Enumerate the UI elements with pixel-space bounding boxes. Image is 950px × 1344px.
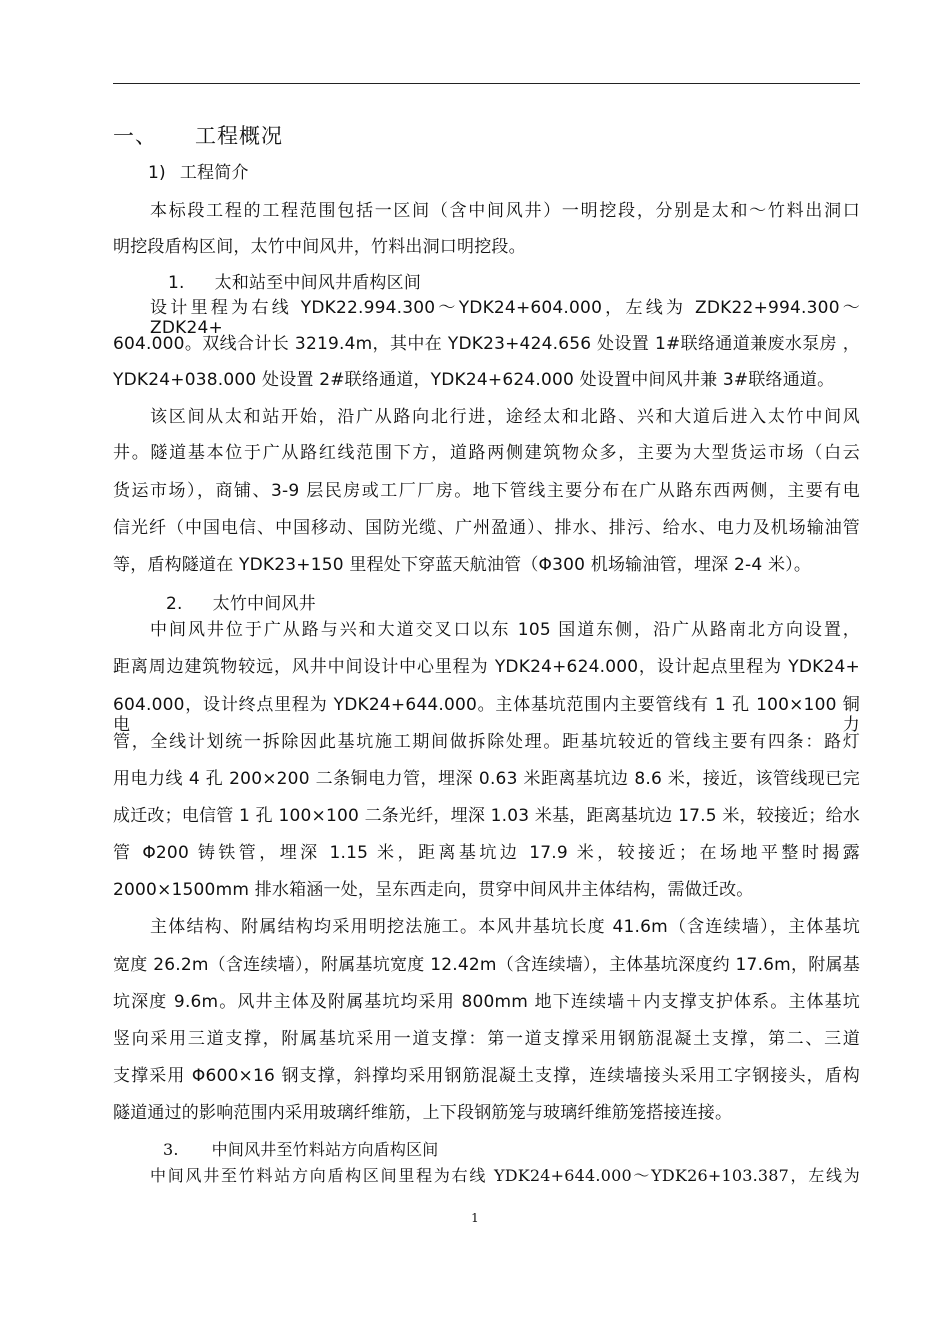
section2-p1-line-6: 成迁改；电信管 1 孔 100×100 二条光纤，埋深 1.03 米基，距离基坑边 17.5 米，较接近；给水 xyxy=(113,806,860,826)
section1-number: 1. xyxy=(168,273,185,293)
section1-p1-line-1: 设计里程为右线 YDK22.994.300～YDK24+604.000，左线为 ZDK22+994.300～ZDK24+ xyxy=(150,298,860,338)
section3-number: 3. xyxy=(163,1140,179,1159)
section2-p1-line-2: 距离周边建筑物较远，风井中间设计中心里程为 YDK24+624.000，设计起点里程为 YDK24+ xyxy=(113,657,860,677)
section2-title: 太竹中间风井 xyxy=(212,594,316,614)
section2-heading xyxy=(166,594,913,614)
section1-title: 太和站至中间风井盾构区间 xyxy=(214,273,422,293)
section1-p2-line-1: 该区间从太和站开始，沿广从路向北行进，途经太和北路、兴和大道后进入太竹中间风 xyxy=(150,407,860,427)
section1-p2-line-2: 井。隧道基本位于广从路红线范围下方，道路两侧建筑物众多，主要为大型货运市场（白云 xyxy=(113,443,860,463)
section2-number: 2. xyxy=(166,594,183,614)
section1-p2-line-3: 货运市场），商铺、3-9 层民房或工厂厂房。地下管线主要分布在广从路东西两侧，主要有电 xyxy=(113,481,860,501)
section1-p1-line-2: 604.000。双线合计长 3219.4m，其中在 YDK23+424.656 处设置 1#联络通道兼废水泵房 ， xyxy=(113,334,860,354)
subheading-title: 工程简介 xyxy=(179,163,249,183)
section2-p1-line-7: 管 Φ200 铸铁管，埋深 1.15 米，距离基坑边 17.9 米，较接近；在场地平整时揭露 xyxy=(113,843,860,863)
section3-title: 中间风井至竹料站方向盾构区间 xyxy=(211,1140,439,1159)
section1-heading xyxy=(168,273,915,293)
section2-p1-line-3: 604.000，设计终点里程为 YDK24+644.000。主体基坑范围内主要管线有 1 孔 100×100 铜电力 xyxy=(113,695,860,735)
section2-p2-line-2: 宽度 26.2m（含连续墙），附属基坑宽度 12.42m（含连续墙），主体基坑深度约 17.6m，附属基 xyxy=(113,955,860,975)
page-number: 1 xyxy=(471,1211,479,1225)
header-rule xyxy=(113,83,860,84)
subheading-number: 1) xyxy=(148,163,166,183)
section2-p1-line-1: 中间风井位于广从路与兴和大道交叉口以东 105 国道东侧，沿广从路南北方向设置， xyxy=(150,620,860,640)
section3-heading xyxy=(163,1140,910,1160)
section2-p2-line-1: 主体结构、附属结构均采用明挖法施工。本风井基坑长度 41.6m（含连续墙），主体基坑 xyxy=(150,917,860,937)
section1-p1-line-3: YDK24+038.000 处设置 2#联络通道，YDK24+624.000 处设置中间风井兼 3#联络通道。 xyxy=(113,370,835,390)
intro-line-2: 明挖段盾构区间，太竹中间风井，竹料出洞口明挖段。 xyxy=(113,237,526,257)
heading-title: 工程概况 xyxy=(195,124,283,148)
section2-p2-line-4: 竖向采用三道支撑，附属基坑采用一道支撑：第一道支撑采用钢筋混凝土支撑，第二、三道 xyxy=(113,1029,860,1049)
section2-p2-line-6: 隧道通过的影响范围内采用玻璃纤维筋，上下段钢筋笼与玻璃纤维筋笼搭接连接。 xyxy=(113,1103,733,1123)
section2-p1-line-4: 管，全线计划统一拆除因此基坑施工期间做拆除处理。距基坑较近的管线主要有四条：路灯 xyxy=(113,732,860,752)
section3-p1-line-1: 中间风井至竹料站方向盾构区间里程为右线 YDK24+644.000～YDK26+103.387，左线为 xyxy=(150,1166,860,1185)
intro-line-1: 本标段工程的工程范围包括一区间（含中间风井）一明挖段，分别是太和～竹料出洞口 xyxy=(150,201,860,221)
heading-number: 一、 xyxy=(113,124,157,148)
section2-p1-line-8: 2000×1500mm 排水箱涵一处，呈东西走向，贯穿中间风井主体结构，需做迁改。 xyxy=(113,880,754,900)
section2-p1-line-5: 用电力线 4 孔 200×200 二条铜电力管，埋深 0.63 米距离基坑边 8.6 米，接近，该管线现已完 xyxy=(113,769,860,789)
subheading xyxy=(148,163,895,183)
section2-p2-line-3: 坑深度 9.6m。风井主体及附属基坑均采用 800mm 地下连续墙＋内支撑支护体系。主体基坑 xyxy=(113,992,860,1012)
section-heading xyxy=(113,126,860,146)
section1-p2-line-5: 等，盾构隧道在 YDK23+150 里程处下穿蓝天航油管（Φ300 机场输油管，埋深 2-4 米）。 xyxy=(113,555,812,575)
section2-p2-line-5: 支撑采用 Φ600×16 钢支撑，斜撑均采用钢筋混凝土支撑，连续墙接头采用工字钢接头，盾构 xyxy=(113,1066,860,1086)
section1-p2-line-4: 信光纤（中国电信、中国移动、国防光缆、广州盈通）、排水、排污、给水、电力及机场输油管 xyxy=(113,518,860,538)
